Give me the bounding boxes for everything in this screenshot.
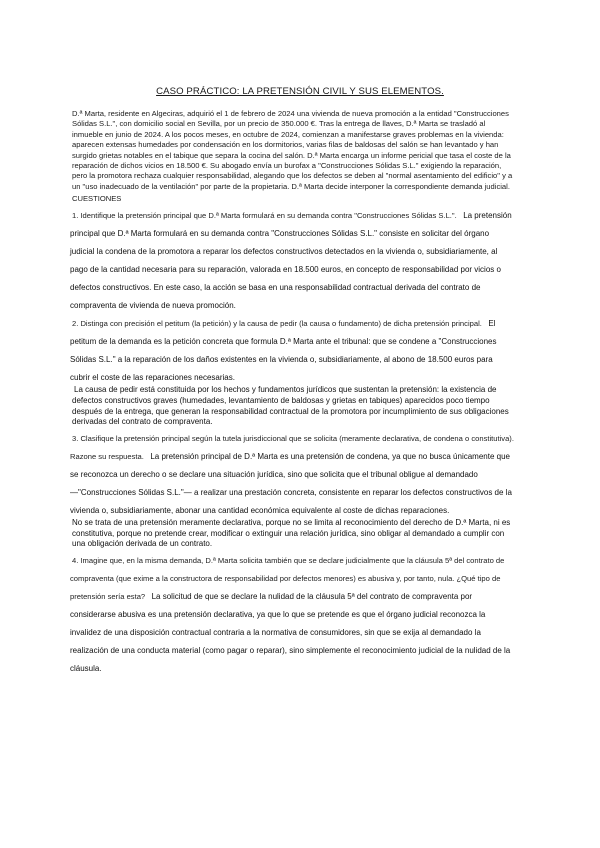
question-block-1 <box>70 205 514 313</box>
question-2: 2. Distinga con precisión el petitum (la petición) y la causa de pedir (la causa o fundamento) de dicha pretensión principal. <box>72 319 482 329</box>
answer-1: La pretensión principal que D.ª Marta formulará en su demanda contra "Construcciones Sólidas S.L." consiste en solicitar del órgano judicial la condena de la promotora a reparar los defectos constructivos detectados en la vivienda o, subsidiariamente, al pago de la cantidad necesaria para su reparación, valorada en 18.500 euros, en concepto de responsabilidad por vicios o defectos constructivos. En este caso, la acción se basa en una responsabilidad contractual derivada del contrato de compraventa de vivienda de nueva promoción. <box>70 211 512 311</box>
page-title: CASO PRÁCTICO: LA PRETENSIÓN CIVIL Y SUS ELEMENTOS. <box>156 86 444 97</box>
question-block-3 <box>70 428 514 550</box>
question-block-4 <box>70 550 514 676</box>
answer-2: El petitum de la demanda es la petición concreta que formula D.ª Marta ante el tribunal: que se condene a "Construcciones Sólidas S.L." a la reparación de los daños existentes en la vivienda o, subsidiariamente, al abono de 18.500 euros para cubrir el coste de las reparaciones necesarias. <box>70 319 497 383</box>
question-block-2 <box>70 313 514 428</box>
case-statement: D.ª Marta, residente en Algeciras, adquirió el 1 de febrero de 2024 una vivienda de nueva promoción a la entidad "Construcciones Sólidas S.L.", con domicilio social en Sevilla, por un precio de 350.000 €. Tras la entrega de llaves, D.ª Marta se trasladó al inmueble en junio de 2024. A los pocos meses, en octubre de 2024, comienzan a manifestarse graves problemas en la vivienda: aparecen extensas humedades por condensación en los dormitorios, varias filas de baldosas del salón se han levantado y han surgido grietas notables en el tabique que separa la cocina del salón. D.ª Marta encarga un informe pericial que tasa el coste de la reparación de dichos vicios en 18.500 €. Su abogado envía un burofax a "Construcciones Sólidas S.L." exigiendo la reparación, pero la promotora rechaza cualquier responsabilidad, alegando que los defectos se deben al "normal asentamiento del edificio" y a un "uso inadecuado de la ventilación" por parte de la propietaria. D.ª Marta decide interponer la correspondiente demanda judicial. <box>72 109 513 191</box>
question-4: 4. Imagine que, en la misma demanda, D.ª Marta solicita también que se declare judicialmente que la cláusula 5ª del contrato de compraventa (que exime a la constructora de responsabilidad por defectos menores) es abusiva y, por tanto, nula. ¿Qué tipo de pretensión sería esta? <box>70 556 505 602</box>
answer-3-extra: No se trata de una pretensión meramente declarativa, porque no se limita al reconocimiento del derecho de D.ª Marta, ni es constitutiva, porque no pretende crear, modificar o extinguir una relación jurídica, sino obligar al demandado a cumplir con una obligación derivada de un contrato. <box>72 518 511 549</box>
answer-3: La pretensión principal de D.ª Marta es una pretensión de condena, ya que no busca únicamente que se reconozca un derecho o se declare una situación jurídica, sino que solicita que el tribunal obligue al demandado —"Construcciones Sólidas S.L."— a realizar una prestación concreta, consistente en reparar los defectos constructivos de la vivienda o, subsidiariamente, abonar una cantidad económica equivalente al coste de dichas reparaciones. <box>70 452 512 516</box>
questions-heading: CUESTIONES <box>72 194 122 204</box>
answer-4: La solicitud de que se declare la nulidad de la cláusula 5ª del contrato de compraventa por considerarse abusiva es una pretensión declarativa, ya que lo que se pretende es que el órgano judicial reconozca la invalidez de una disposición contractual contraria a la normativa de consumidores, sin que se exija al demandado la realización de una conducta material (como pagar o reparar), sino simplemente el reconocimiento judicial de la nulidad de la cláusula. <box>70 592 511 674</box>
answer-2-cause: La causa de pedir está constituida por los hechos y fundamentos jurídicos que sustentan la pretensión: la existencia de defectos constructivos graves (humedades, levantamiento de baldosas y grietas en tabiques) aparecidos poco tiempo después de la entrega, que generan la responsabilidad contractual de la promotora por incumplimiento de sus obligaciones derivadas del contrato de compraventa. <box>72 385 509 427</box>
question-3: 3. Clasifique la pretensión principal según la tutela jurisdiccional que se solicita (meramente declarativa, de condena o constitutiva). Razone su respuesta. <box>70 434 514 462</box>
question-1: 1. Identifique la pretensión principal que D.ª Marta formulará en su demanda contra "Construcciones Sólidas S.L.". <box>72 211 457 221</box>
